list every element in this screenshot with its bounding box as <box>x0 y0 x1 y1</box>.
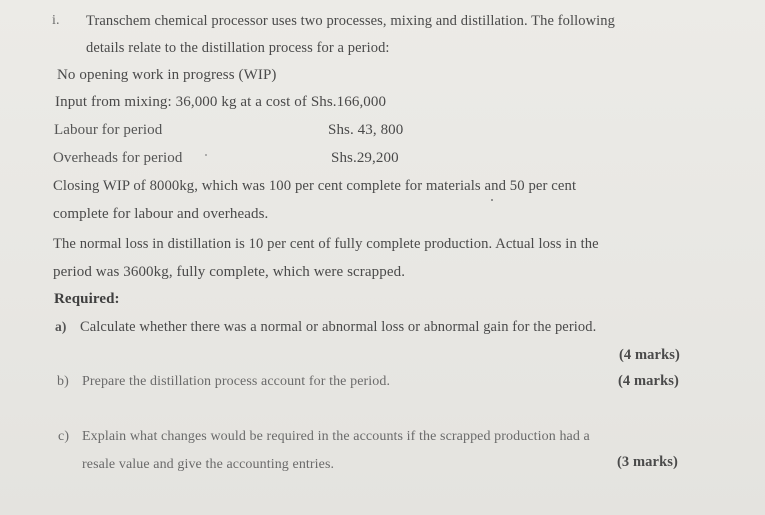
labour-label: Labour for period <box>54 122 163 138</box>
intro-line-2: details relate to the distillation process for a period: <box>86 40 390 56</box>
part-c-text-line-2: resale value and give the accounting entries. <box>82 457 335 472</box>
part-b-label: b) <box>57 374 69 389</box>
ink-speck <box>491 199 493 201</box>
required-heading: Required: <box>54 291 120 307</box>
part-a-text: Calculate whether there was a normal or abnormal loss or abnormal gain for the period. <box>80 319 597 335</box>
overheads-value: Shs.29,200 <box>331 150 399 166</box>
labour-value: Shs. 43, 800 <box>328 122 404 138</box>
intro-line-1: Transchem chemical processor uses two processes, mixing and distillation. The following <box>86 13 615 29</box>
part-a-label: a) <box>55 319 67 334</box>
part-c-label: c) <box>58 429 70 444</box>
part-a-marks: (4 marks) <box>619 347 680 363</box>
closing-wip-line-1: Closing WIP of 8000kg, which was 100 per cent complete for materials and 50 per cent <box>53 178 577 194</box>
question-number: i. <box>52 13 60 28</box>
overheads-label: Overheads for period <box>53 150 183 166</box>
part-b-marks: (4 marks) <box>618 373 679 389</box>
ink-speck <box>205 154 207 156</box>
part-c-marks: (3 marks) <box>617 454 678 470</box>
part-c-text-line-1: Explain what changes would be required in the accounts if the scrapped production had a <box>82 429 590 444</box>
closing-wip-line-2: complete for labour and overheads. <box>53 206 269 222</box>
input-from-mixing: Input from mixing: 36,000 kg at a cost of Shs.166,000 <box>55 94 387 110</box>
normal-loss-line-2: period was 3600kg, fully complete, which were scrapped. <box>53 264 406 280</box>
normal-loss-line-1: The normal loss in distillation is 10 per cent of fully complete production. Actual loss in the <box>53 236 599 252</box>
opening-wip: No opening work in progress (WIP) <box>57 67 277 83</box>
part-b-text: Prepare the distillation process account for the period. <box>82 374 391 389</box>
